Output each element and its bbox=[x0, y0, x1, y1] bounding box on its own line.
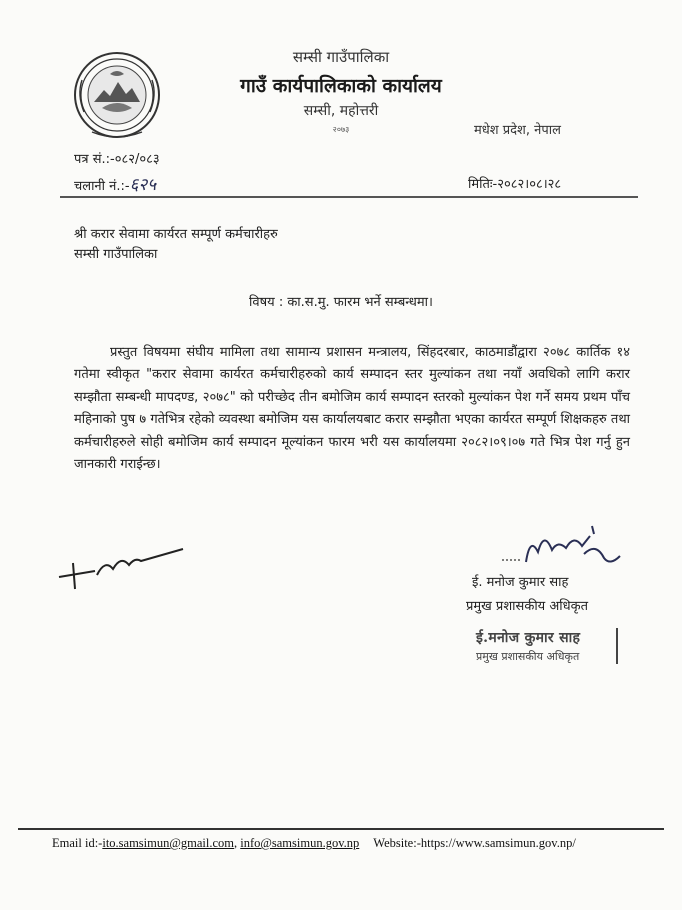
header-divider bbox=[60, 196, 638, 198]
stamp-title: प्रमुख प्रशासकीय अधिकृत bbox=[476, 650, 580, 663]
email-label: Email id:- bbox=[52, 836, 103, 850]
established-year: २०७३ bbox=[332, 125, 350, 134]
subject: विषय : का.स.मु. फारम भर्ने सम्बन्धमा। bbox=[249, 295, 433, 310]
recipient-line-2: सम्सी गाउँपालिका bbox=[74, 247, 158, 262]
email-link-2[interactable]: info@samsimun.gov.np bbox=[240, 836, 360, 850]
chalani-number bbox=[74, 172, 156, 195]
office-title: गाउँ कार्यपालिकाको कार्यालय bbox=[240, 75, 442, 97]
website-label: Website:- bbox=[373, 836, 421, 850]
footer-divider bbox=[18, 828, 664, 830]
footer bbox=[52, 836, 576, 851]
chalani-label: चलानी नं.:- bbox=[74, 179, 130, 194]
date bbox=[468, 174, 561, 192]
official-stamp bbox=[476, 628, 618, 664]
patra-value: ०८२/०८३ bbox=[114, 152, 160, 167]
province: मधेश प्रदेश, नेपाल bbox=[474, 123, 561, 138]
letter-body: प्रस्तुत विषयमा संघीय मामिला तथा सामान्य प्रशासन मन्त्रालय, सिंहदरबार, काठमाडौंद्वारा २०७८ कार्तिक १४ गतेमा स्वीकृत "करार सेवामा कार्यरत कर्मचारीहरुको कार्य सम्पादन स्तर मुल्यांकन तथा नयाँ अवधिको लागि करार सम्झौता सम्बन्धी मापदण्ड, २०७८" को परीच्छेद तीन बमोजिम कार्य सम्पादन स्तरको मुल्यांकन पेश गर्ने समय प्रथम पाँच महिनाको पुष ७ गतेभित्र रहेको व्यवस्था बमोजिम यस कार्यालयबाट करार सम्झौता भएका कार्यरत सम्पूर्ण शिक्षकहरु तथा कर्मचारीहरुले सोही बमोजिम कार्य सम्पादन मूल्यांकन फारम भरी यस कार्यालयमा २०८२।०९।०७ गते भित्र पेश गर्नु हुन जानकारी गराईन्छ। bbox=[74, 345, 630, 473]
handwritten-initial bbox=[55, 545, 190, 595]
patra-label: पत्र सं.:- bbox=[74, 152, 115, 167]
recipient-line-1: श्री करार सेवामा कार्यरत सम्पूर्ण कर्मचारीहरु bbox=[74, 227, 278, 242]
stamp-name: ई.मनोज कुमार साह bbox=[476, 630, 581, 646]
email-separator: , bbox=[233, 836, 241, 850]
miti-label: मितिः- bbox=[468, 177, 498, 192]
email-link-1[interactable]: ito.samsimun@gmail.com bbox=[102, 836, 234, 850]
chalani-value: ६२५ bbox=[129, 175, 157, 195]
miti-value: २०८२।०८।२८ bbox=[497, 177, 562, 192]
signatory-name: ई. मनोज कुमार साह bbox=[472, 575, 569, 590]
patra-number bbox=[74, 149, 160, 167]
municipality-name: सम्सी गाउँपालिका bbox=[292, 48, 390, 66]
website-link[interactable]: https://www.samsimun.gov.np/ bbox=[420, 836, 576, 850]
handwritten-signature bbox=[500, 522, 625, 578]
signatory-title: प्रमुख प्रशासकीय अधिकृत bbox=[466, 599, 589, 614]
office-place: सम्सी, महोत्तरी bbox=[303, 103, 379, 119]
